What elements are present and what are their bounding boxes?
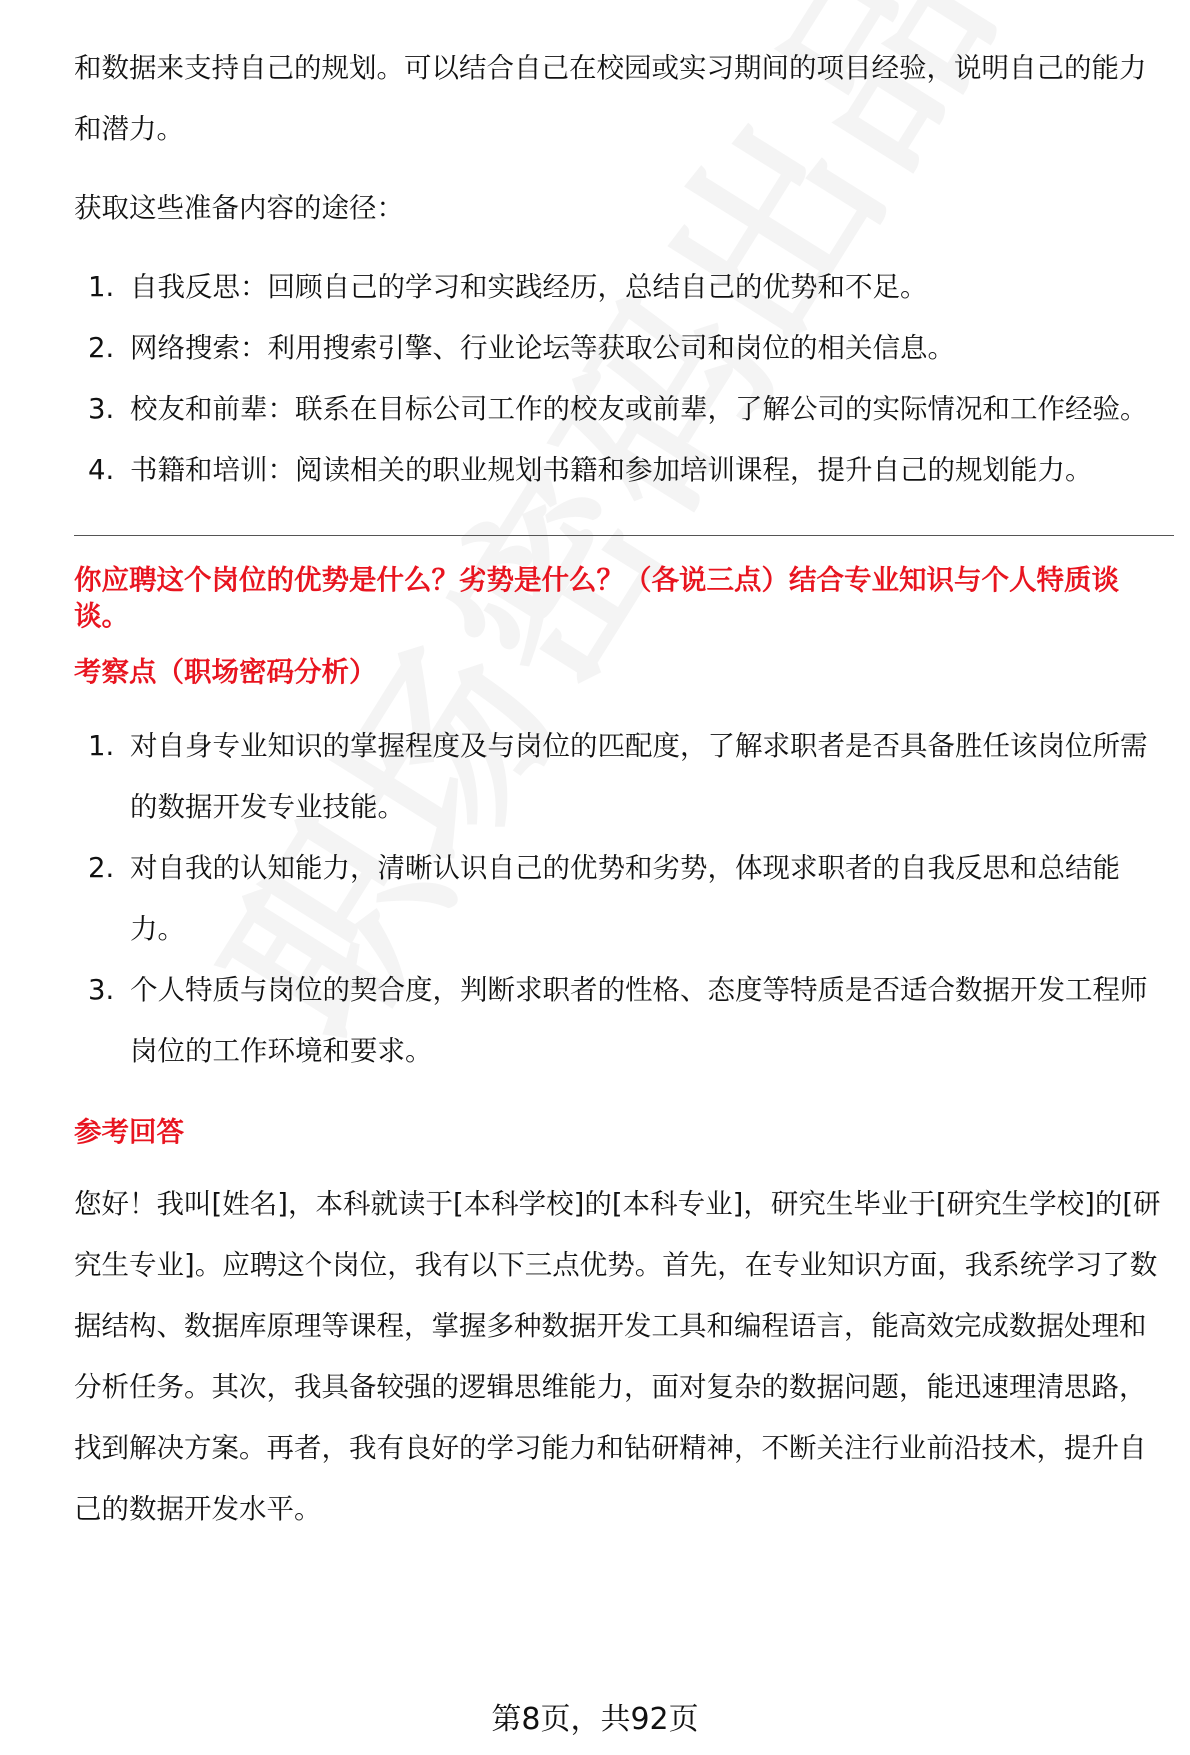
list-number: 3. (88, 974, 115, 1006)
list-number: 2. (88, 852, 115, 884)
list-item-text: 书籍和培训：阅读相关的职业规划书籍和参加培训课程，提升自己的规划能力。 (130, 454, 1093, 486)
intro-paragraph: 和数据来支持自己的规划。可以结合自己在校园或实习期间的项目经验，说明自己的能力和潜力。 (74, 52, 1147, 145)
list-number: 1. (88, 271, 115, 303)
list-item-text: 网络搜索：利用搜索引擎、行业论坛等获取公司和岗位的相关信息。 (130, 332, 955, 364)
list-item (74, 838, 1164, 960)
answer-heading: 参考回答 (74, 1116, 184, 1148)
ways-list (74, 257, 1164, 501)
list-item (74, 318, 1164, 379)
analysis-heading: 考察点（职场密码分析） (74, 656, 377, 688)
page-footer: 第8页，共92页 (491, 1702, 699, 1737)
list-item-text: 自我反思：回顾自己的学习和实践经历，总结自己的优势和不足。 (130, 271, 928, 303)
list-number: 3. (88, 393, 115, 425)
list-item-text: 校友和前辈：联系在目标公司工作的校友或前辈，了解公司的实际情况和工作经验。 (130, 393, 1148, 425)
list-number: 4. (88, 454, 115, 486)
list-item (74, 960, 1164, 1082)
list-item-text: 对自身专业知识的掌握程度及与岗位的匹配度，了解求职者是否具备胜任该岗位所需的数据开发专业技能。 (130, 730, 1148, 823)
page-content (74, 38, 1164, 1540)
answer-paragraph: 您好！我叫[姓名]，本科就读于[本科学校]的[本科专业]，研究生毕业于[研究生学校]的[研究生专业]。应聘这个岗位，我有以下三点优势。首先，在专业知识方面，我系统学习了数据结构、数据库原理等课程，掌握多种数据开发工具和编程语言，能高效完成数据处理和分析任务。其次，我具备较强的逻辑思维能力，面对复杂的数据问题，能迅速理清思路，找到解决方案。再者，我有良好的学习能力和钻研精神，不断关注行业前沿技术，提升自己的数据开发水平。 (74, 1188, 1161, 1525)
list-number: 2. (88, 332, 115, 364)
ways-heading: 获取这些准备内容的途径： (74, 192, 404, 224)
analysis-list (74, 716, 1164, 1082)
question-title: 你应聘这个岗位的优势是什么？劣势是什么？（各说三点）结合专业知识与个人特质谈谈。 (74, 564, 1119, 632)
list-item (74, 716, 1164, 838)
list-number: 1. (88, 730, 115, 762)
list-item (74, 257, 1164, 318)
list-item (74, 379, 1164, 440)
list-item-text: 对自我的认知能力，清晰认识自己的优势和劣势，体现求职者的自我反思和总结能力。 (130, 852, 1120, 945)
list-item-text: 个人特质与岗位的契合度，判断求职者的性格、态度等特质是否适合数据开发工程师岗位的工作环境和要求。 (130, 974, 1148, 1067)
list-item (74, 440, 1164, 501)
